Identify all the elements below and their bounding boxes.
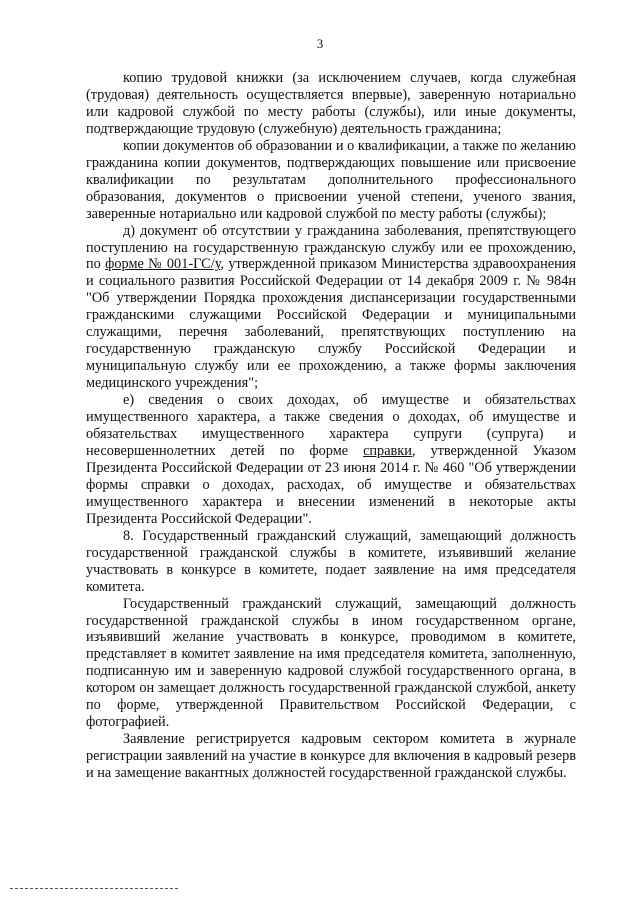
document-body [86,70,576,782]
paragraph-income-info [86,392,576,528]
page-number: 3 [316,36,324,51]
paragraph-work-record-copy: копию трудовой книжки (за исключением случаев, когда служебная (трудовая) деятельность осуществляется впервые), заверенную нотариально или кадровой службой по месту работы (службы), или иные документы, подтверждающие трудовую (служебную) деятельность гражданина; [86,70,576,137]
paragraph-text: , утвержденной приказом Министерства здравоохранения и социального развития Российской Федерации от 14 декабря 2009 г. № 984н "Об утверждении Порядка прохождения диспансеризации государственными гражданскими служащими Российской Федерации и муниципальными служащими, перечня заболеваний, препятствующих поступлению на государственную гражданскую службу Российской Федерации и муниципальную службу или ее прохождению, а также формы заключения медицинского учреждения"; [86,256,576,392]
paragraph-text: , утвержденной Указом Президента Российской Федерации от 23 июня 2014 г. № 460 "Об утверждении формы справки о доходах, расходах, об имуществе и обязательствах имущественного характера и внесении изменений в некоторые акты Президента Российской Федерации". [86,442,576,527]
paragraph-other-agency-employee: Государственный гражданский служащий, замещающий должность государственной гражданской службы в ином государственном органе, изъявивший желание участвовать в конкурсе, проводимом в комитете, представляет в комитет заявление на имя председателя комитета, заполненную, подписанную им и заверенную кадровой службой государственного органа, в котором он замещает должность государственной гражданской службой, анкету по форме, утвержденной Правительством Российской Федерации, с фотографией. [86,595,576,731]
certificate-form-link[interactable]: справки [363,442,412,459]
form-001-gs-link[interactable]: форме № 001-ГС/у [105,256,221,273]
paragraph-item-8: 8. Государственный гражданский служащий, замещающий должность государственной гражданской службы в комитете, изъявивший желание участвовать в конкурсе в комитете, подает заявление на имя председателя комитета. [86,527,576,595]
paragraph-medical-certificate [86,223,576,393]
paragraph-text: д) документ об отсутствии у гражданина заболевания, препятствующего поступлению на государственную гражданскую службу или ее прохождению, по [86,222,576,273]
footnote-divider [10,888,178,889]
paragraph-text: е) сведения о своих доходах, об имуществе и обязательствах имущественного характера, а также сведения о доходах, об имуществе и обязательствах имущественного характера супруги (супруга) и несовершеннолетних детей по форме [86,392,576,459]
paragraph-application-registration: Заявление регистрируется кадровым сектором комитета в журнале регистрации заявлений на участие в конкурсе для включения в кадровый резерв и на замещение вакантных должностей государственной гражданской службы. [86,731,576,782]
paragraph-education-docs: копии документов об образовании и о квалификации, а также по желанию гражданина копии документов, подтверждающих повышение или присвоение квалификации по результатам дополнительного профессионального образования, документов о присвоении ученой степени, ученого звания, заверенные нотариально или кадровой службой по месту работы (службы); [86,137,576,222]
